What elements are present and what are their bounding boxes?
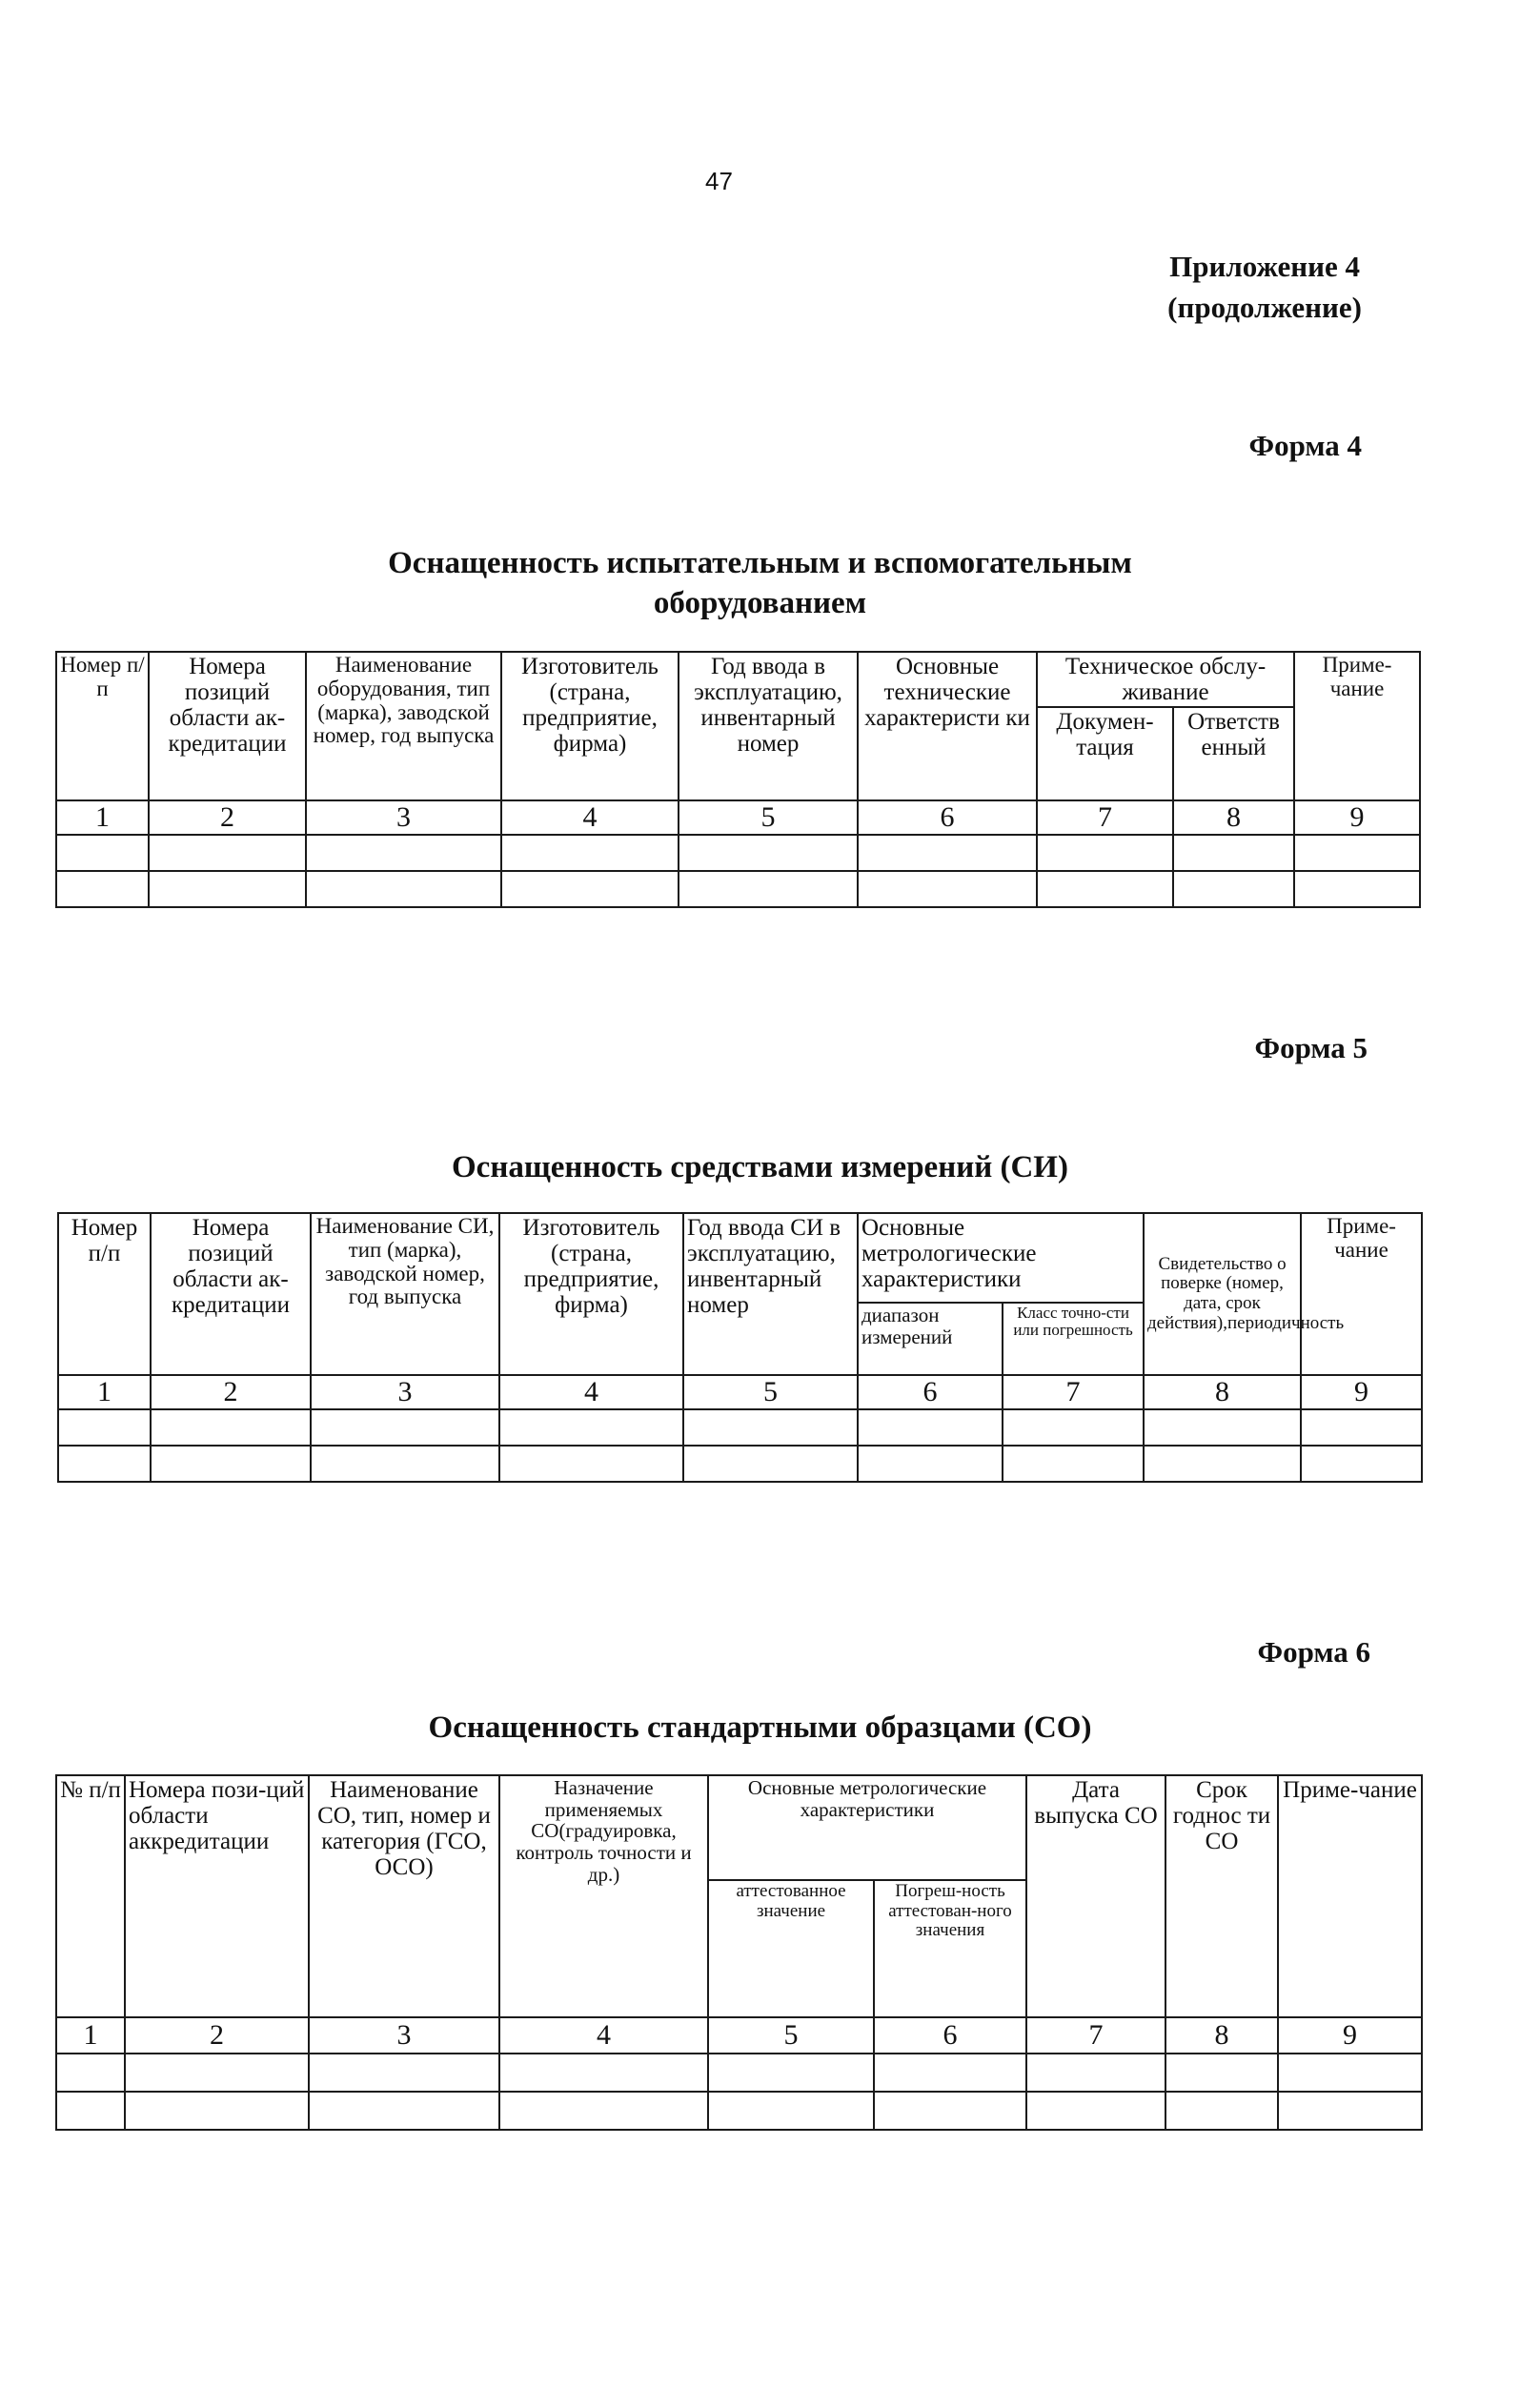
form4-header-note: Приме-чание: [1294, 652, 1420, 800]
form6-empty-row: [56, 2054, 1422, 2092]
form6-header-shelf-life: Срок годнос ти СО: [1165, 1775, 1278, 2017]
form5-header-verification: Свидетельство о поверке (номер, дата, срок действия),периодичность: [1144, 1213, 1301, 1375]
form6-col-number: 6: [874, 2017, 1026, 2054]
form4-col-number: 2: [149, 800, 306, 835]
form4-header-commissioning-year: Год ввода в эксплуатацию, инвентарный номер: [679, 652, 858, 800]
form4-col-number: 1: [56, 800, 149, 835]
form5-header-commissioning-year: Год ввода СИ в эксплуатацию, инвентарный номер: [683, 1213, 858, 1375]
form6-empty-row: [56, 2092, 1422, 2130]
form4-header-equipment-name: Наименование оборудования, тип (марка), заводской номер, год выпуска: [306, 652, 501, 800]
appendix-heading: [1167, 246, 1362, 328]
form5-col-number: 6: [858, 1375, 1003, 1409]
form5-title: Оснащенность средствами измерений (СИ): [452, 1150, 1068, 1184]
form6-title: Оснащенность стандартными образцами (СО): [428, 1710, 1092, 1745]
form4-title-line-1: Оснащенность испытательным и вспомогательным: [388, 546, 1132, 580]
form6-header-positions: Номера пози-ций области аккредитации: [125, 1775, 309, 2017]
form5-col-number: 9: [1301, 1375, 1422, 1409]
form5-header-metrological: Основные метрологические характеристики: [858, 1213, 1144, 1303]
form4-empty-row: [56, 871, 1420, 907]
form6-table: [55, 1774, 1423, 2131]
form4-label: Форма 4: [1248, 429, 1362, 462]
form5-col-number: 8: [1144, 1375, 1301, 1409]
form4-title: [0, 543, 1520, 623]
form4-title-line-2: оборудованием: [653, 586, 867, 620]
form4-header-positions: Номера позиций области ак-кредитации: [149, 652, 306, 800]
form4-header-characteristics: Основные технические характеристи ки: [858, 652, 1037, 800]
form4-col-number: 4: [501, 800, 679, 835]
form5-empty-row: [58, 1409, 1422, 1446]
form4-col-number: 9: [1294, 800, 1420, 835]
form5-table: [57, 1212, 1423, 1483]
form4-col-number: 8: [1173, 800, 1294, 835]
form4-col-number: 7: [1037, 800, 1173, 835]
form6-header-error: Погреш-ность аттестован-ного значения: [874, 1880, 1026, 2017]
form6-header-reference-name: Наименование СО, тип, номер и категория (ГСО, ОСО): [309, 1775, 499, 2017]
form5-header-instrument-name: Наименование СИ, тип (марка), заводской номер, год выпуска: [311, 1213, 499, 1375]
form4-col-number: 6: [858, 800, 1037, 835]
form5-label: Форма 5: [1254, 1031, 1368, 1064]
form6-col-number: 7: [1026, 2017, 1165, 2054]
form5-header-manufacturer: Изготовитель (страна, предприятие, фирма): [499, 1213, 683, 1375]
form5-header-range: диапазон измерений: [858, 1303, 1003, 1375]
form5-col-number: 1: [58, 1375, 151, 1409]
form5-empty-row: [58, 1446, 1422, 1482]
form4-header-manufacturer: Изготовитель (страна, предприятие, фирма): [501, 652, 679, 800]
form6-header-metrological: Основные метрологические характеристики: [708, 1775, 1026, 1880]
form6-header-number: № п/п: [56, 1775, 125, 2017]
form6-col-number: 5: [708, 2017, 874, 2054]
form6-col-number: 3: [309, 2017, 499, 2054]
page-number: 47: [705, 167, 733, 195]
appendix-line-1: Приложение 4: [1169, 250, 1361, 283]
form6-header-release-date: Дата выпуска СО: [1026, 1775, 1165, 2017]
form6-header-note: Приме-чание: [1278, 1775, 1422, 2017]
form6-col-number: 8: [1165, 2017, 1278, 2054]
form4-header-documentation: Докумен-тация: [1037, 707, 1173, 800]
form5-col-number: 5: [683, 1375, 858, 1409]
form5-header-accuracy: Класс точно-сти или погрешность: [1003, 1303, 1144, 1375]
form6-col-number: 9: [1278, 2017, 1422, 2054]
form6-label: Форма 6: [1257, 1635, 1370, 1669]
form4-header-responsible: Ответств енный: [1173, 707, 1294, 800]
appendix-line-2: (продолжение): [1167, 291, 1362, 324]
form5-header-note: Приме-чание: [1301, 1213, 1422, 1375]
form6-header-purpose: Назначение применяемых СО(градуировка, контроль точности и др.): [499, 1775, 708, 2017]
form5-col-number: 4: [499, 1375, 683, 1409]
form6-header-certified-value: аттестованное значение: [708, 1880, 874, 2017]
form4-header-maintenance: Техническое обслу-живание: [1037, 652, 1294, 707]
form4-col-number: 5: [679, 800, 858, 835]
form5-col-number: 3: [311, 1375, 499, 1409]
form4-header-number: Номер п/п: [56, 652, 149, 800]
form5-header-number: Номер п/п: [58, 1213, 151, 1375]
form5-header-positions: Номера позиций области ак-кредитации: [151, 1213, 311, 1375]
form4-table: [55, 651, 1421, 908]
form4-col-number: 3: [306, 800, 501, 835]
form6-col-number: 2: [125, 2017, 309, 2054]
form6-col-number: 4: [499, 2017, 708, 2054]
form4-empty-row: [56, 835, 1420, 871]
form5-col-number: 2: [151, 1375, 311, 1409]
form5-col-number: 7: [1003, 1375, 1144, 1409]
form6-col-number: 1: [56, 2017, 125, 2054]
